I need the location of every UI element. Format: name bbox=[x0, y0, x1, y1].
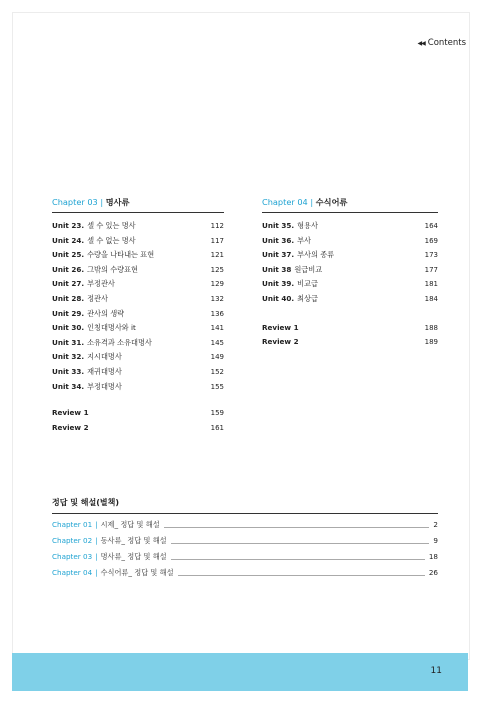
answer-row[interactable]: Chapter 03 | 명사류_ 정답 및 해설 18 bbox=[52, 552, 438, 561]
contents-label: Contents bbox=[427, 38, 466, 48]
unit-page: 177 bbox=[424, 265, 438, 274]
answer-description: 수식어류_ 정답 및 해설 bbox=[100, 568, 174, 577]
answer-page: 18 bbox=[428, 552, 438, 561]
chapter-03-section bbox=[52, 196, 224, 435]
unit-number: Unit 25. bbox=[52, 250, 85, 260]
answer-page: 26 bbox=[428, 568, 438, 577]
unit-row[interactable] bbox=[52, 248, 224, 263]
leader-line bbox=[171, 542, 430, 544]
unit-page: 112 bbox=[210, 222, 224, 230]
unit-page: 184 bbox=[424, 294, 438, 303]
review-page: 189 bbox=[424, 338, 438, 347]
answer-page: 9 bbox=[433, 536, 438, 545]
unit-number: Unit 31. bbox=[52, 337, 85, 347]
unit-row[interactable] bbox=[262, 263, 438, 278]
leader-line bbox=[164, 526, 430, 528]
answer-chapter-label: Chapter 02 bbox=[52, 536, 93, 545]
unit-title: 최상급 bbox=[297, 293, 318, 303]
answer-chapter-label: Chapter 01 bbox=[52, 520, 93, 529]
chapter-04-reviews bbox=[262, 321, 438, 350]
unit-page: 145 bbox=[210, 338, 224, 347]
unit-page: 164 bbox=[424, 222, 438, 230]
unit-number: Unit 26. bbox=[52, 264, 85, 274]
chapter-03-header: Chapter 03 | 명사류 bbox=[52, 196, 224, 213]
unit-number: Unit 40. bbox=[262, 293, 295, 303]
unit-number: Unit 37. bbox=[262, 250, 295, 260]
chapter-03-reviews bbox=[52, 406, 224, 435]
review-row[interactable] bbox=[262, 321, 438, 336]
unit-page: 136 bbox=[210, 309, 224, 318]
review-title: Review 2 bbox=[262, 337, 299, 347]
chapter-03-label: Chapter 03 bbox=[52, 197, 98, 207]
chapter-04-header: Chapter 04 | 수식어류 bbox=[262, 196, 438, 213]
unit-title: 부사의 종류 bbox=[297, 250, 335, 260]
unit-number: Unit 33. bbox=[52, 366, 85, 376]
unit-page: 121 bbox=[210, 251, 224, 260]
review-row[interactable] bbox=[262, 335, 438, 350]
unit-number: Unit 30. bbox=[52, 323, 85, 333]
answer-row[interactable]: Chapter 02 | 동사류_ 정답 및 해설 9 bbox=[52, 536, 438, 545]
answer-row[interactable]: Chapter 04 | 수식어류_ 정답 및 해설 26 bbox=[52, 568, 438, 577]
unit-page: 155 bbox=[210, 382, 224, 391]
leader-line bbox=[171, 558, 425, 560]
unit-row[interactable] bbox=[52, 292, 224, 307]
unit-title: 소유격과 소유대명사 bbox=[87, 337, 152, 347]
page-number: 11 bbox=[430, 666, 442, 676]
unit-number: Unit 34. bbox=[52, 381, 85, 391]
unit-number: Unit 36. bbox=[262, 235, 295, 245]
unit-title: 정관사 bbox=[87, 293, 108, 303]
answer-description: 명사류_ 정답 및 해설 bbox=[100, 552, 167, 561]
chapter-04-title: 수식어류 bbox=[315, 197, 348, 207]
unit-number: Unit 23. bbox=[52, 221, 85, 230]
contents-link[interactable] bbox=[418, 38, 466, 48]
unit-row[interactable] bbox=[52, 307, 224, 322]
answer-page: 2 bbox=[433, 520, 438, 529]
unit-title: 형용사 bbox=[297, 221, 318, 230]
unit-title: 인칭대명사와 it bbox=[87, 323, 136, 333]
unit-row[interactable] bbox=[262, 292, 438, 307]
review-title: Review 2 bbox=[52, 422, 89, 432]
answer-row[interactable]: Chapter 01 | 시제_ 정답 및 해설 2 bbox=[52, 520, 438, 529]
unit-title: 셀 수 없는 명사 bbox=[87, 235, 136, 245]
unit-page: 125 bbox=[210, 265, 224, 274]
unit-row[interactable] bbox=[52, 219, 224, 234]
answers-section bbox=[52, 497, 438, 578]
unit-title: 재귀대명사 bbox=[87, 366, 122, 376]
unit-title: 부사 bbox=[297, 235, 311, 245]
unit-title: 셀 수 있는 명사 bbox=[87, 221, 136, 230]
answer-description: 시제_ 정답 및 해설 bbox=[100, 520, 160, 529]
unit-row[interactable] bbox=[262, 248, 438, 263]
unit-row[interactable] bbox=[262, 219, 438, 234]
review-page: 159 bbox=[210, 409, 224, 418]
double-left-arrow-icon: ◀◀ bbox=[417, 39, 425, 47]
review-title: Review 1 bbox=[52, 408, 89, 418]
unit-row[interactable] bbox=[262, 234, 438, 249]
unit-page: 173 bbox=[424, 251, 438, 260]
review-row[interactable] bbox=[52, 421, 224, 436]
unit-title: 지시대명사 bbox=[87, 352, 122, 362]
unit-title: 부정관사 bbox=[87, 279, 115, 289]
unit-number: Unit 35. bbox=[262, 221, 295, 230]
unit-page: 181 bbox=[424, 280, 438, 289]
review-page: 188 bbox=[424, 323, 438, 332]
unit-title: 부정대명사 bbox=[87, 381, 122, 391]
review-page: 161 bbox=[210, 423, 224, 432]
unit-number: Unit 29. bbox=[52, 308, 85, 318]
unit-row[interactable] bbox=[52, 380, 224, 395]
unit-row[interactable] bbox=[52, 336, 224, 351]
unit-page: 152 bbox=[210, 367, 224, 376]
unit-title: 그밖의 수량표현 bbox=[87, 264, 138, 274]
unit-page: 141 bbox=[210, 324, 224, 333]
unit-row[interactable] bbox=[52, 321, 224, 336]
unit-number: Unit 32. bbox=[52, 352, 85, 362]
unit-row[interactable] bbox=[262, 277, 438, 292]
chapter-03-unit-list bbox=[52, 219, 224, 394]
unit-number: Unit 39. bbox=[262, 279, 295, 289]
leader-line bbox=[178, 574, 425, 576]
unit-page: 117 bbox=[210, 236, 224, 245]
answer-chapter-label: Chapter 03 bbox=[52, 552, 93, 561]
unit-number: Unit 28. bbox=[52, 293, 85, 303]
review-title: Review 1 bbox=[262, 322, 299, 332]
unit-row[interactable] bbox=[52, 234, 224, 249]
unit-number: Unit 38 bbox=[262, 264, 292, 274]
answer-chapter-label: Chapter 04 bbox=[52, 568, 93, 577]
unit-title: 수량을 나타내는 표현 bbox=[87, 250, 155, 260]
unit-title: 관사의 생략 bbox=[87, 308, 125, 318]
bottom-color-band bbox=[12, 653, 468, 691]
unit-page: 169 bbox=[424, 236, 438, 245]
unit-row[interactable] bbox=[52, 277, 224, 292]
unit-row[interactable] bbox=[52, 350, 224, 365]
review-row[interactable] bbox=[52, 406, 224, 421]
unit-page: 129 bbox=[210, 280, 224, 289]
chapter-03-title: 명사류 bbox=[105, 197, 130, 207]
unit-title: 비교급 bbox=[297, 279, 318, 289]
answer-description: 동사류_ 정답 및 해설 bbox=[100, 536, 167, 545]
answers-heading: 정답 및 해설(별책) bbox=[52, 497, 438, 514]
unit-page: 132 bbox=[210, 294, 224, 303]
unit-title: 원급비교 bbox=[294, 264, 323, 274]
chapter-04-label: Chapter 04 bbox=[262, 197, 308, 207]
unit-number: Unit 27. bbox=[52, 279, 85, 289]
unit-number: Unit 24. bbox=[52, 235, 85, 245]
unit-row[interactable] bbox=[52, 365, 224, 380]
unit-page: 149 bbox=[210, 353, 224, 362]
chapter-04-section bbox=[262, 196, 438, 350]
chapter-04-unit-list bbox=[262, 219, 438, 307]
unit-row[interactable] bbox=[52, 263, 224, 278]
